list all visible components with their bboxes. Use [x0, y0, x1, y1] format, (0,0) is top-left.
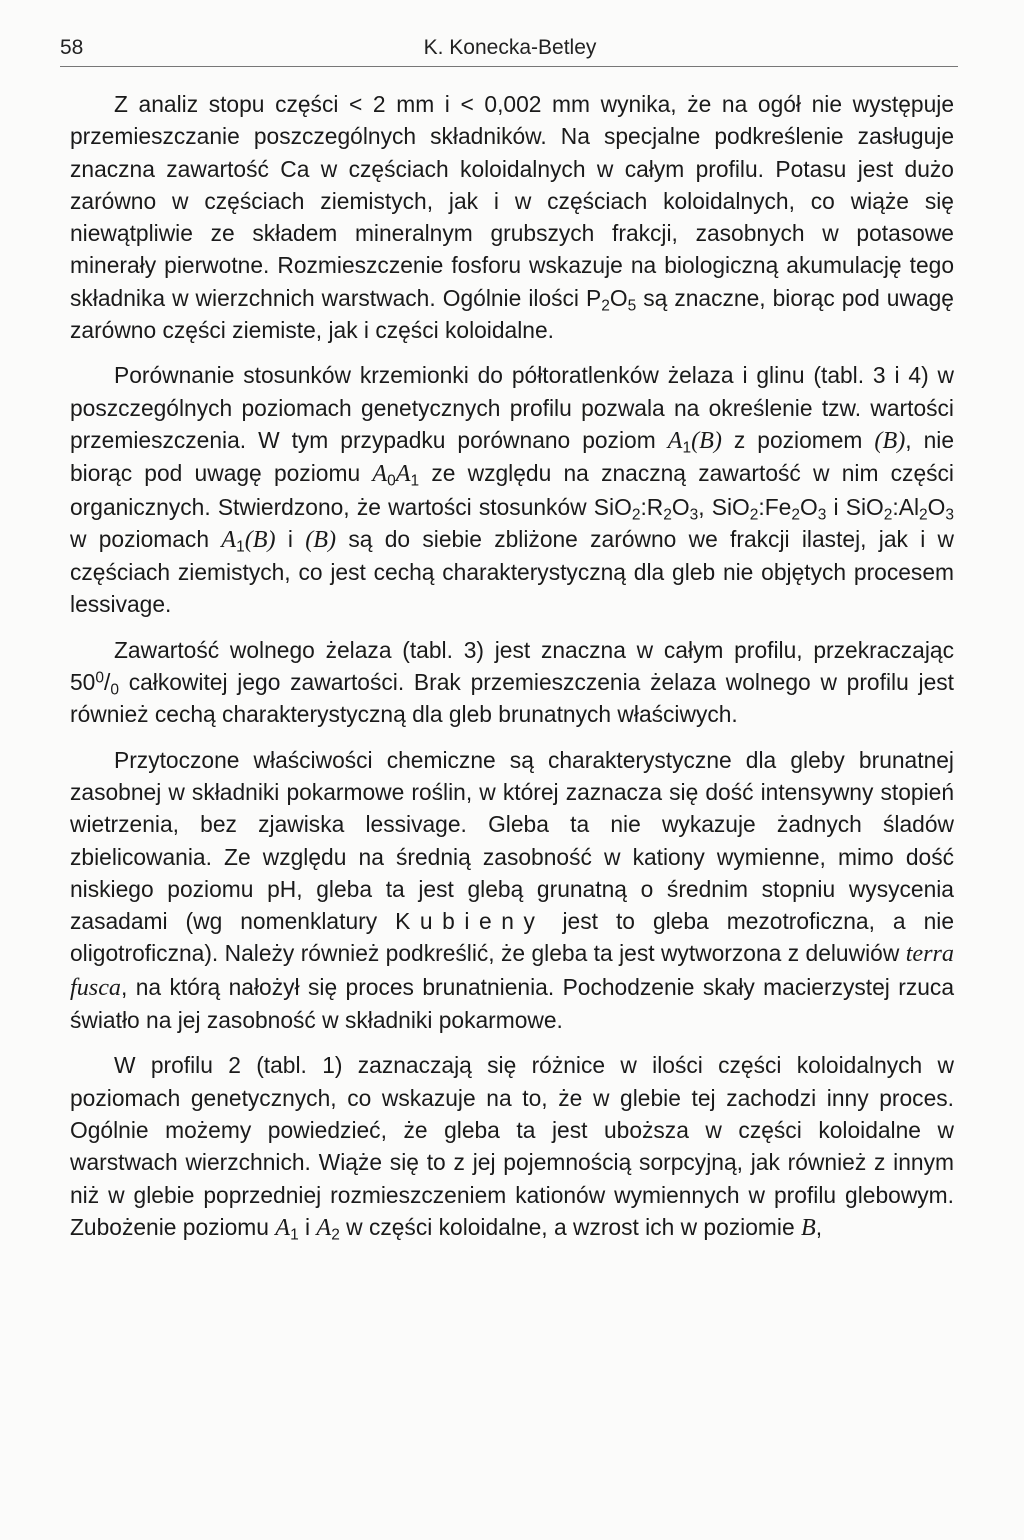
running-header [60, 30, 960, 62]
formula-subscript: 2 [791, 506, 800, 524]
p2-text-a: Porównanie stosunków krzemionki do półtoratlenków żelaza i glinu (tabl. 3 i 4) w poszczególnych poziomach genetycznych profilu pozwala na określenie tzw. wartości przemieszczenia. W tym przypadku porównano poziom [70, 362, 954, 453]
p2-text-c: , nie biorąc pod uwagę poziomu [70, 426, 954, 487]
page-number: 58 [60, 36, 84, 59]
formula-subscript: 2 [631, 506, 641, 524]
horizon-symbol: A [372, 460, 388, 488]
running-title: K. Konecka-Betley [423, 36, 597, 59]
formula-subscript: 3 [689, 506, 699, 524]
author-name-spaced: Kubieny [395, 908, 545, 935]
p1-text-a: Z analiz stopu części < 2 mm i < 0,002 mm wynika, że na ogół nie występuje przemieszczanie poszczególnych składników. Na specjalne podkreślenie zasługuje znaczna zawartość Ca w częściach koloidalnych w całym profilu. Potasu jest dużo zarówno w częściach ziemistych, jak i w częściach koloidalnych, co wiąże się niewątpliwie ze składem mineralnym grubszych frakcji, zasobnych w potasowe minerały pierwotne. Rozmieszczenie fosforu wskazuje na biologiczną akumulację tego składnika w wierzchnich warstwach. Ogólnie ilości P [70, 91, 954, 311]
p5-text-b: i [298, 1213, 317, 1240]
paragraph-3 [70, 634, 954, 731]
p3-text-c: całkowitej jego zawartości. Brak przemieszczenia żelaza wolnego w profilu jest również cechą charakterystyczną dla gleb brunatnych właściwych. [70, 669, 954, 728]
p2-text-j: są do siebie zbliżone zarówno we frakcji ilastej, jak i w częściach ziemistych, co jest cechą charakterystyczną dla gleb nie objętych procesem lessivage. [70, 525, 955, 618]
p2-text-i: i [275, 525, 306, 552]
horizon-subscript: 1 [682, 439, 692, 457]
formula-subscript: 2 [919, 506, 928, 524]
horizon-subscript: 1 [410, 472, 420, 490]
formula-subscript: 2 [749, 506, 759, 524]
p5-text-c: w części koloidalne, a wzrost ich w poziomie [339, 1213, 801, 1240]
horizon-symbol: A [316, 1213, 332, 1241]
paragraph-4 [70, 744, 954, 1037]
horizon-subscript: 1 [290, 1226, 299, 1244]
formula-part: :R [640, 493, 664, 520]
formula-part: :Fe [758, 493, 792, 520]
p1-text-c: są znaczne, biorąc pod uwagę zarówno części ziemiste, jak i części koloidalne. [70, 284, 954, 344]
p2-text-h: w poziomach [70, 525, 222, 552]
p5-text-a: W profilu 2 (tabl. 1) zaznaczają się różnice w ilości części koloidalnych w poziomach genetycznych, co wskazuje na to, że w glebie tej zachodzi inny proces. Ogólnie możemy powiedzieć, że gleba ta jest uboższa w części koloidalne w warstwach wierzchnich. Wiąże się to z jej pojemnością sorpcyjną, jak również z innym niż w glebie poprzedniej rozmieszczeniem kationów wymiennych w profilu glebowym. Zubożenie poziomu [70, 1052, 954, 1240]
horizon-symbol: A [395, 460, 411, 488]
horizon-symbol: (B) [691, 426, 722, 454]
p2-text-b: z poziomem [721, 426, 875, 453]
percent-slash: / [103, 669, 111, 696]
formula-sio2-al2o3 [845, 493, 955, 524]
formula-part: SiO [845, 493, 884, 520]
horizon-symbol: (B) [305, 525, 337, 553]
horizon-subscript: 0 [387, 472, 396, 490]
horizon-symbol: B [801, 1213, 816, 1241]
formula-part: :Al [892, 493, 920, 520]
horizon-subscript: 2 [331, 1226, 340, 1244]
percent-sub: 0 [110, 681, 119, 699]
latin-term: terra fusca [70, 940, 954, 1001]
p4-text-a: Przytoczone właściwości chemiczne są charakterystyczne dla gleby brunatnej zasobnej w składniki pokarmowe roślin, w której zaznacza się dość intensywny stopień wietrzenia, bez zjawiska lessivage. Gleba ta nie wykazuje żadnych śladów zbielicowania. Ze względu na średnią zasobność w kationy wymienne, mimo dość niskiego poziomu pH, gleba ta jest glebą grunatną o średnim stopniu wysycenia zasadami (wg nomenklatury [70, 746, 954, 935]
formula-sio2-fe2o3 [711, 493, 827, 524]
article-body [70, 88, 954, 1257]
formula-subscript: 2 [663, 506, 672, 524]
formula-part: O [927, 493, 946, 520]
p3-text-a: Zawartość wolnego żelaza (tabl. 3) jest znaczna w całym profilu, przekraczając 50 [70, 636, 954, 696]
p1-text-b: O [609, 284, 628, 311]
formula-sio2-r2o3 [593, 493, 699, 524]
p4-text-b: jest to gleba mezotroficzna, a nie oligotroficzna). Należy również podkreślić, że gleba ta jest wytworzona z deluwiów [70, 908, 954, 967]
paragraph-5 [70, 1049, 954, 1244]
p2-text-e: , [698, 493, 712, 520]
horizon-symbol: A [221, 525, 237, 553]
paragraph-1 [70, 88, 954, 346]
p2-text-g: i [826, 493, 846, 520]
p5-text-d: , [815, 1213, 823, 1240]
formula-part: SiO [711, 493, 750, 520]
p1-sub-2: 5 [627, 297, 637, 315]
formula-part: O [671, 493, 690, 520]
horizon-subscript: 1 [236, 538, 245, 556]
percent-sup: 0 [95, 669, 104, 687]
horizon-symbol: (B) [244, 525, 276, 553]
p1-sub-1: 2 [601, 297, 610, 315]
paragraph-2 [70, 359, 954, 620]
p4-text-c: , na którą nałożył się proces brunatnienia. Pochodzenie skały macierzystej rzuca światło na jej zasobność w składniki pokarmowe. [70, 973, 954, 1034]
horizon-symbol: (B) [874, 426, 906, 454]
formula-part: O [799, 493, 818, 520]
horizon-symbol: A [275, 1213, 291, 1241]
formula-subscript: 3 [945, 506, 955, 524]
horizon-symbol: A [667, 426, 683, 454]
header-rule [60, 66, 958, 67]
formula-part: SiO [593, 493, 632, 520]
formula-subscript: 3 [817, 506, 827, 524]
p2-text-d: ze względu na znaczną zawartość w nim części organicznych. Stwierdzono, że wartości stosunków [70, 460, 954, 520]
formula-subscript: 2 [883, 506, 893, 524]
